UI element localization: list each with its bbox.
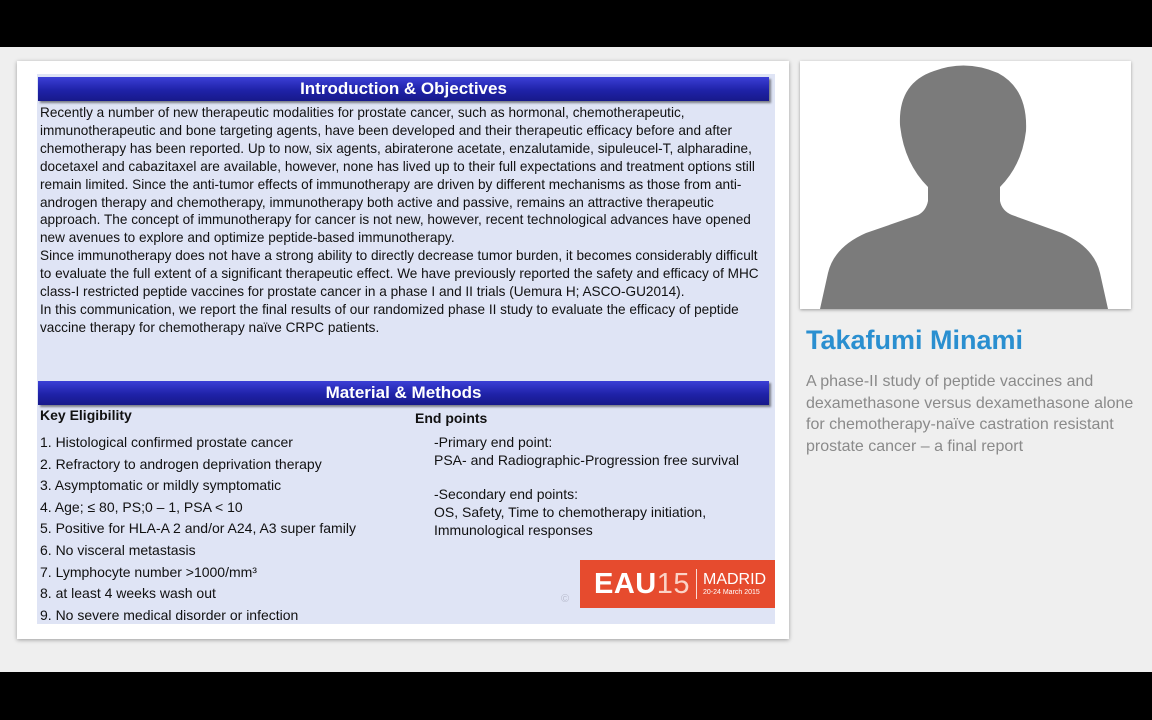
speaker-photo-placeholder — [800, 61, 1131, 309]
secondary-endpoint-label: -Secondary end points: — [434, 486, 578, 502]
logo-divider — [696, 569, 697, 599]
logo-dates: 20-24 March 2015 — [703, 589, 760, 596]
list-item: 6. No visceral metastasis — [40, 541, 196, 558]
methods-header: Material & Methods — [38, 381, 769, 405]
bottom-letterbox — [0, 672, 1152, 720]
logo-city: MADRID — [703, 571, 767, 588]
talk-title: A phase-II study of peptide vaccines and dexamethasone versus dexamethasone alone for chemotherapy-naïve castration resistant prostate cancer – a final report — [806, 373, 1134, 456]
secondary-endpoint-line-1: OS, Safety, Time to chemotherapy initiation, — [434, 504, 707, 520]
list-item: 9. No severe medical disorder or infection — [40, 606, 299, 623]
logo-year-text: 15 — [656, 567, 690, 600]
intro-paragraph-1: Recently a number of new therapeutic modalities for prostate cancer, such as hormonal, chemotherapeutic, immunotherapeutic and bone targeting agents, have been developed and their therapeutic efficacy before and after chemotherapy has been reported. Up to now, six agents, abiraterone acetate, enzalutamide, sipuleucel-T, alpharadine, docetaxel and cabazitaxel are available, however, none has lived up to their full expectations and treatment options still remain limited. Since the anti-tumor effects of immunotherapy are driven by different mechanisms as those from anti-androgen therapy and chemotherapy, immunotherapy both active and passive, remains an attractive therapeutic approach. The concept of immunotherapy for cancer is not new, however, recent technological advances have opened new avenues to explore and optimize peptide-based immunotherapy. — [40, 105, 755, 246]
list-item: 1. Histological confirmed prostate cancer — [40, 434, 293, 450]
list-item: 4. Age; ≤ 80, PS;0 – 1, PSA < 10 — [40, 498, 243, 515]
intro-header: Introduction & Objectives — [38, 77, 769, 101]
eau15-madrid-logo — [580, 560, 775, 608]
eligibility-list — [40, 432, 410, 626]
logo-wordmark — [594, 568, 690, 601]
person-silhouette-icon — [800, 61, 1131, 309]
list-item: 2. Refractory to androgen deprivation therapy — [40, 455, 322, 472]
logo-eau-text: EAU — [594, 567, 657, 600]
secondary-endpoint-line-2: Immunological responses — [434, 522, 593, 538]
poster-slide — [37, 74, 775, 624]
intro-paragraph-3: In this communication, we report the final results of our randomized phase II study to evaluate the efficacy of peptide vaccine therapy for chemotherapy naïve CRPC patients. — [40, 301, 739, 335]
list-item: 8. at least 4 weeks wash out — [40, 585, 216, 602]
top-letterbox — [0, 0, 1152, 47]
list-item: 7. Lymphocyte number >1000/mm³ — [40, 563, 257, 580]
primary-endpoint-value: PSA- and Radiographic-Progression free survival — [434, 452, 740, 468]
logo-location — [703, 571, 766, 597]
speaker-name: Takafumi Minami — [806, 325, 1024, 355]
endpoints-title: End points — [415, 410, 488, 426]
list-item: 3. Asymptomatic or mildly symptomatic — [40, 477, 282, 494]
copyright-mark: © — [561, 593, 570, 605]
intro-paragraph-2: Since immunotherapy does not have a strong ability to directly decrease tumor burden, it becomes considerably difficult to evaluate the full extent of a significant therapeutic effect. We have previously reported the safety and efficacy of MHC class-I restricted peptide vaccines for prostate cancer in a phase I and II trials (Uemura H; ASCO-GU2014). — [40, 248, 759, 300]
intro-body — [40, 104, 768, 337]
list-item: 5. Positive for HLA-A 2 and/or A24, A3 super family — [40, 520, 356, 537]
primary-endpoint-label: -Primary end point: — [434, 434, 553, 450]
eligibility-title: Key Eligibility — [40, 407, 132, 423]
